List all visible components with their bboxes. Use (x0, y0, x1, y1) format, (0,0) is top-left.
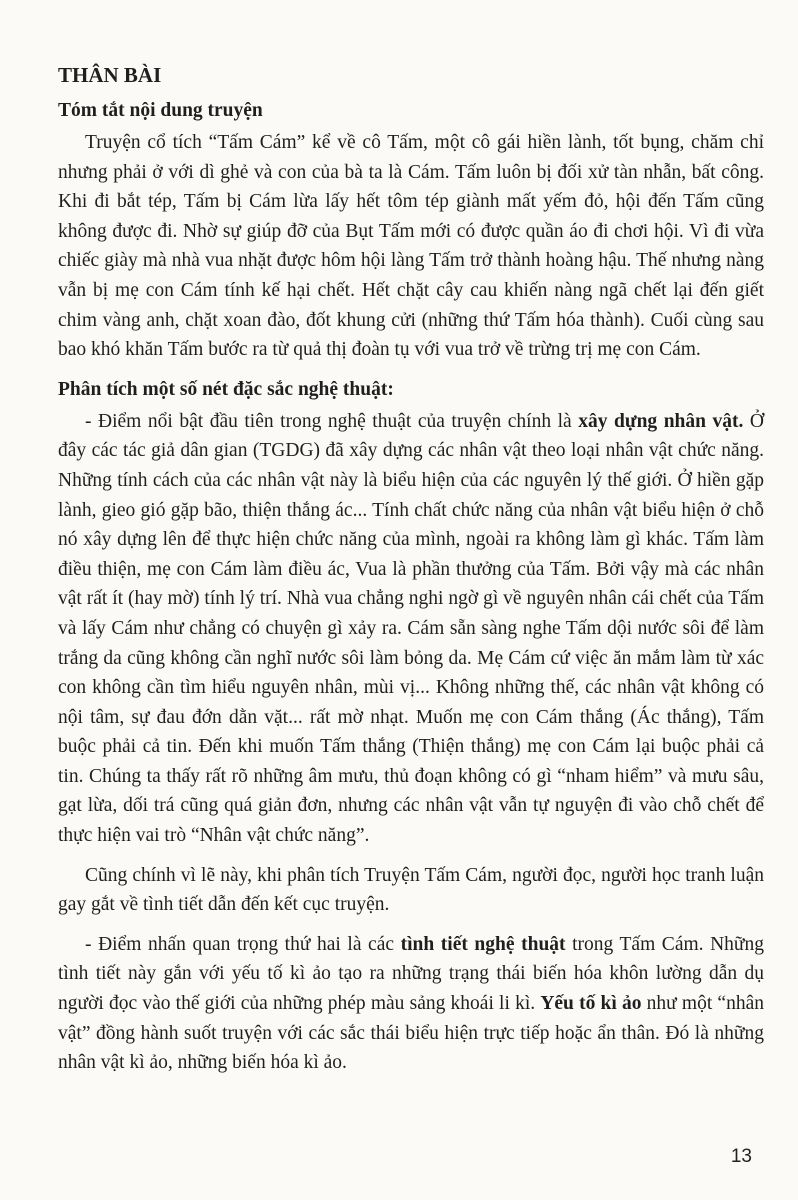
point2-body: như một “nhân vật” đồng hành suốt truyện với các sắc thái biểu hiện trực tiếp hoặc ẩn thân. Đó là những nhân vật kì ảo, những biến hóa kì ảo. (58, 993, 764, 1074)
point1-lead: - Điểm nổi bật đầu tiên trong nghệ thuật của truyện chính là (85, 410, 579, 432)
point1-emphasis: xây dựng nhân vật. (578, 410, 744, 432)
page-content (58, 60, 764, 1078)
section-title: THÂN BÀI (58, 63, 162, 87)
point2-lead: - Điểm nhấn quan trọng thứ hai là các (85, 933, 401, 955)
point2-emphasis-details: tình tiết nghệ thuật (400, 933, 566, 955)
summary-paragraph: Truyện cổ tích “Tấm Cám” kể về cô Tấm, một cô gái hiền lành, tốt bụng, chăm chỉ nhưng phải ở với dì ghẻ và con của bà ta là Cám. Tấm luôn bị đối xử tàn nhẫn, bất công. Khi đi bắt tép, Tấm bị Cám lừa lấy hết tôm tép giành mất yếm đỏ, hội đến Tấm cũng không được đi. Nhờ sự giúp đỡ của Bụt Tấm mới có được quần áo đi chơi hội. Vì đi vừa chiếc giày mà nhà vua nhặt được hôm hội làng Tấm trở thành hoàng hậu. Thế nhưng nàng vẫn bị mẹ con Cám tính kế hại chết. Hết chặt cây cau khiến nàng ngã chết lại đến giết chim vàng anh, chặt xoan đào, đốt khung cửi (những thứ Tấm hóa thành). Cuối cùng sau bao khó khăn Tấm bước ra từ quả thị đoàn tụ với vua trở về trừng trị mẹ con Cám. (58, 132, 764, 361)
point1-body: Ở đây các tác giả dân gian (TGDG) đã xây dựng các nhân vật theo loại nhân vật chức năng. Những tính cách của các nhân vật này là biểu hiện của các nguyên lý thế giới. Ở hiền gặp lành, gieo gió gặp bão, thiện thắng ác... Tính chất chức năng của nhân vật biểu hiện ở chỗ nó xây dựng lên để thực hiện chức năng của mình, ngoài ra không làm gì khác. Tấm làm điều thiện, mẹ con Cám làm điều ác, Vua là phần thưởng của Tấm. Bởi vậy mà các nhân vật rất ít (hay mờ) tính lý trí. Nhà vua chẳng nghi ngờ gì về nguyên nhân cái chết của Tấm và lấy Cám như chẳng có chuyện gì xảy ra. Cám sẵn sàng nghe Tấm dội nước sôi để làm trắng da cũng không cần nghĩ nước sôi làm bỏng da. Mẹ Cám cứ việc ăn mắm làm từ xác con không cần tìm hiểu nguyên nhân, mùi vị... Không những thế, các nhân vật không có nội tâm, sự đau đớn dằn vặt... rất mờ nhạt. Muốn mẹ con Cám thắng (Ác thắng), Tấm buộc phải cả tin. Đến khi muốn Tấm thắng (Thiện thắng) mẹ con Cám lại buộc phải cả tin. Chúng ta thấy rất rõ những âm mưu, thủ đoạn không có gì “nham hiểm” và mưu sâu, gạt lừa, dối trá cũng quá giản đơn, nhưng các nhân vật vẫn tự nguyện đi vào chỗ chết để thực hiện vai trò “Nhân vật chức năng”. (58, 410, 765, 847)
debate-paragraph: Cũng chính vì lẽ này, khi phân tích Truyện Tấm Cám, người đọc, người học tranh luận gay gắt về tình tiết dẫn đến kết cục truyện. (58, 864, 764, 916)
point2-emphasis-magic: Yếu tố kì ảo (540, 993, 642, 1015)
point2-middle: trong Tấm Cám. Những tình tiết này gắn với yếu tố kì ảo tạo ra những trạng thái biến hóa khôn lường dẫn dụ người đọc vào thế giới của những phép màu sảng khoái li kì. (58, 933, 764, 1015)
artistic-details-paragraph (58, 930, 764, 1078)
summary-heading: Tóm tắt nội dung truyện (58, 100, 263, 121)
analysis-heading: Phân tích một số nét đặc sắc nghệ thuật: (58, 378, 394, 400)
page-number: 13 (730, 1146, 752, 1167)
character-building-paragraph (58, 407, 764, 851)
